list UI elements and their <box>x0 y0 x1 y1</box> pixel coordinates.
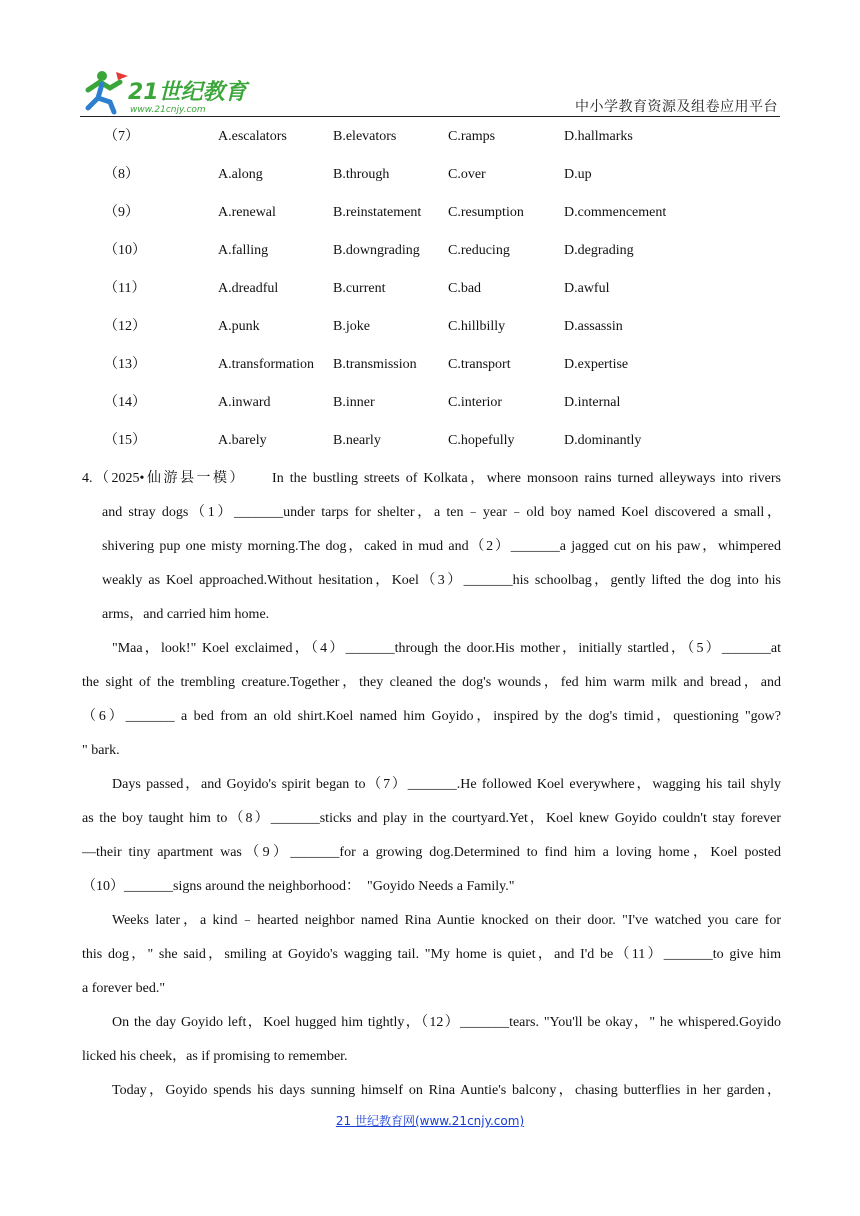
option-a: A.escalators <box>218 129 287 144</box>
option-d: D.expertise <box>564 357 629 372</box>
passage-line: shivering pup one misty morning.The dog，caked in mud and（2）_______a jagged cut on his paw，whimpered <box>102 539 781 554</box>
option-d: D.hallmarks <box>564 129 633 144</box>
option-b: B.joke <box>333 319 370 334</box>
option-b: B.inner <box>333 395 375 410</box>
question-number: （9） <box>104 205 139 220</box>
option-b: B.through <box>333 167 390 182</box>
option-c: C.ramps <box>448 129 496 144</box>
option-row <box>0 194 860 232</box>
option-row <box>0 156 860 194</box>
question-number: （11） <box>104 281 146 296</box>
logo-text: 21世纪教育 <box>128 80 247 105</box>
passage-line: On the day Goyido left，Koel hugged him tightly，（12）_______tears. "You'll be okay，" he whispered.Goyido <box>112 1015 781 1030</box>
option-a: A.punk <box>218 319 260 334</box>
option-b: B.reinstatement <box>333 205 422 220</box>
option-a: A.along <box>218 167 263 182</box>
option-c: C.hopefully <box>448 433 515 448</box>
option-c: C.reducing <box>448 243 510 258</box>
passage-line: "Maa，look!" Koel exclaimed，（4）_______through the door.His mother，initially startled，（5）_______at <box>112 641 781 656</box>
option-c: C.interior <box>448 395 503 410</box>
option-row <box>0 384 860 422</box>
passage-line: （10）_______signs around the neighborhood： "Goyido Needs a Family." <box>82 879 515 894</box>
logo-runner-icon <box>80 66 260 116</box>
option-a: A.falling <box>218 243 269 258</box>
question-number: （15） <box>104 433 146 448</box>
option-c: C.over <box>448 167 486 182</box>
question-number: （8） <box>104 167 139 182</box>
passage-line: weakly as Koel approached.Without hesitation，Koel（3）_______his schoolbag，gently lifted the dog into his <box>102 573 781 588</box>
option-d: D.dominantly <box>564 433 642 448</box>
passage-line: " bark. <box>82 743 120 758</box>
option-d: D.awful <box>564 281 610 296</box>
passage-line: arms，and carried him home. <box>102 607 270 622</box>
option-c: C.hillbilly <box>448 319 506 334</box>
option-d: D.assassin <box>564 319 623 334</box>
passage-line: a forever bed." <box>82 981 166 996</box>
header-divider <box>80 116 780 117</box>
option-b: B.transmission <box>333 357 417 372</box>
option-a: A.dreadful <box>218 281 279 296</box>
option-a: A.barely <box>218 433 267 448</box>
option-b: B.downgrading <box>333 243 420 258</box>
passage-line: Days passed，and Goyido's spirit began to（7）_______.He followed Koel everywhere，wagging his tail shyly <box>112 777 781 792</box>
option-row <box>0 232 860 270</box>
option-row <box>0 308 860 346</box>
option-b: B.nearly <box>333 433 381 448</box>
passage-line: this dog，" she said，smiling at Goyido's wagging tail. "My home is quiet，and I'd be（11）_______to give him <box>82 947 781 962</box>
passage-line: —their tiny apartment was（9）_______for a growing dog.Determined to find him a loving home，Koel posted <box>82 845 781 860</box>
option-d: D.commencement <box>564 205 667 220</box>
question-number: （12） <box>104 319 146 334</box>
question-number: （13） <box>104 357 146 372</box>
question-number: （7） <box>104 129 139 144</box>
logo-url: www.21cnjy.com <box>130 105 206 115</box>
platform-name: 中小学教育资源及组卷应用平台 <box>575 99 778 115</box>
option-row <box>0 346 860 384</box>
passage-line: the sight of the trembling creature.Together，they cleaned the dog's wounds，fed him warm milk and bread，and <box>82 675 781 690</box>
footer-link[interactable]: 21 世纪教育网(www.21cnjy.com) <box>335 1114 525 1128</box>
passage-line: Today，Goyido spends his days sunning himself on Rina Auntie's balcony，chasing butterflies in her garden， <box>112 1083 781 1098</box>
option-b: B.elevators <box>333 129 397 144</box>
passage-line: as the boy taught him to（8）_______sticks and play in the courtyard.Yet，Koel knew Goyido couldn't stay forever <box>82 811 781 826</box>
option-row <box>0 270 860 308</box>
option-c: C.transport <box>448 357 511 372</box>
question-number: （14） <box>104 395 146 410</box>
option-a: A.transformation <box>218 357 315 372</box>
option-row <box>0 422 860 460</box>
option-a: A.renewal <box>218 205 276 220</box>
page-header <box>80 66 780 118</box>
option-b: B.current <box>333 281 386 296</box>
passage-line: 4.（2025•仙游县一模） In the bustling streets of Kolkata，where monsoon rains turned alleyways into rivers <box>82 471 781 486</box>
option-row <box>0 118 860 156</box>
option-d: D.internal <box>564 395 621 410</box>
option-a: A.inward <box>218 395 271 410</box>
question-number: （10） <box>104 243 146 258</box>
option-c: C.bad <box>448 281 482 296</box>
page-footer <box>0 1112 860 1129</box>
passage-line: Weeks later，a kind﹣hearted neighbor named Rina Auntie knocked on their door. "I've watched you care for <box>112 913 781 928</box>
option-d: D.up <box>564 167 592 182</box>
option-c: C.resumption <box>448 205 524 220</box>
passage-line: （6）_______ a bed from an old shirt.Koel named him Goyido，inspired by the dog's timid，questioning "gow? <box>82 709 781 724</box>
passage-line: licked his cheek，as if promising to remember. <box>82 1049 348 1064</box>
passage-line: and stray dogs（1）_______under tarps for shelter，a ten﹣year﹣old boy named Koel discovered a small， <box>102 505 781 520</box>
option-d: D.degrading <box>564 243 634 258</box>
